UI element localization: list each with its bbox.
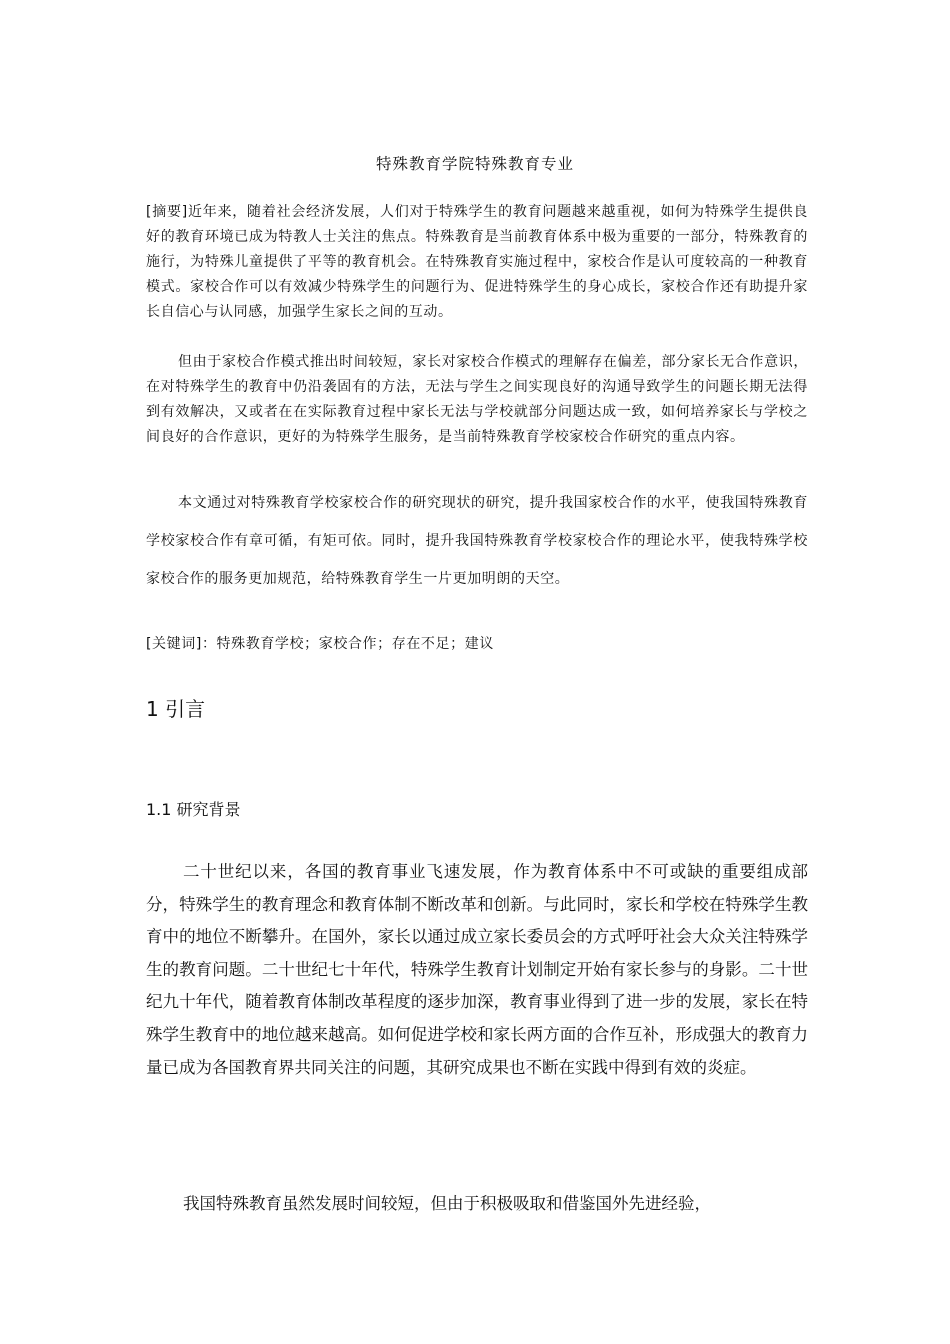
keywords-line — [146, 632, 808, 657]
keywords-label: [关键词] — [146, 636, 202, 652]
document-title: 特殊教育学院特殊教育专业 — [375, 155, 574, 173]
keywords-text: ：特殊教育学校；家校合作；存在不足；建议 — [201, 636, 494, 652]
body-paragraph-2: 我国特殊教育虽然发展时间较短，但由于积极吸取和借鉴国外先进经验， — [183, 1194, 711, 1213]
abstract-text: 近年来，随着社会经济发展，人们对于特殊学生的教育问题越来越重视，如何为特殊学生提供良好的教育环境已成为特教人士关注的焦点。特殊教育是当前教育体系中极为重要的一部分，特殊教育的施行，为特殊儿童提供了平等的教育机会。在特殊教育实施过程中，家校合作是认可度较高的一种教育模式。家校合作可以有效减少特殊学生的问题行为、促进特殊学生的身心成长，家校合作还有助提升家长自信心与认同感，加强学生家长之间的互动。 — [146, 204, 808, 320]
abstract-paragraph — [146, 200, 808, 325]
abstract-paragraph-2: 但由于家校合作模式推出时间较短，家长对家校合作模式的理解存在偏差，部分家长无合作意识，在对特殊学生的教育中仍沿袭固有的方法，无法与学生之间实现良好的沟通导致学生的问题长期无法得到有效解决，又或者在在实际教育过程中家长无法与学校就部分问题达成一致，如何培养家长与学校之间良好的合作意识，更好的为特殊学生服务，是当前特殊教育学校家校合作研究的重点内容。 — [146, 354, 808, 445]
section-heading-research-background: 1.1 研究背景 — [146, 800, 241, 819]
abstract-label: [摘要] — [146, 204, 188, 220]
abstract-paragraph-3: 本文通过对特殊教育学校家校合作的研究现状的研究，提升我国家校合作的水平，使我国特殊教育学校家校合作有章可循，有矩可依。同时，提升我国特殊教育学校家校合作的理论水平，使我特殊学校家校合作的服务更加规范，给特殊教育学生一片更加明朗的天空。 — [146, 495, 808, 587]
body-paragraph-1: 二十世纪以来，各国的教育事业飞速发展，作为教育体系中不可或缺的重要组成部分，特殊学生的教育理念和教育体制不断改革和创新。与此同时，家长和学校在特殊学生教育中的地位不断攀升。在国外，家长以通过成立家长委员会的方式呼吁社会大众关注特殊学生的教育问题。二十世纪七十年代，特殊学生教育计划制定开始有家长参与的身影。二十世纪九十年代，随着教育体制改革程度的逐步加深，教育事业得到了进一步的发展，家长在特殊学生教育中的地位越来越高。如何促进学校和家长两方面的合作互补，形成强大的教育力量已成为各国教育界共同关注的问题，其研究成果也不断在实践中得到有效的炎症。 — [146, 862, 808, 1077]
section-heading-introduction: 1 引言 — [146, 697, 206, 721]
